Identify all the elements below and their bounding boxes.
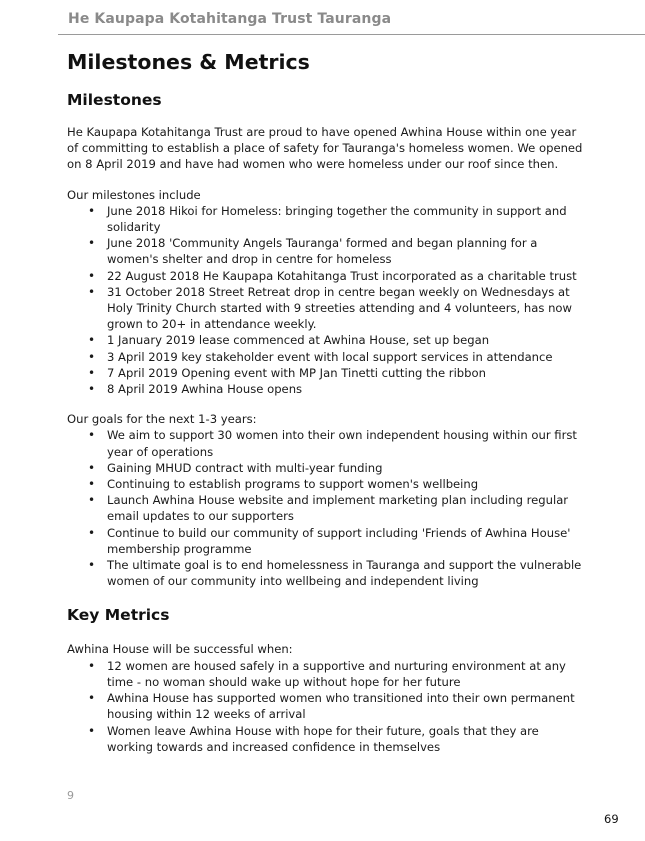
milestones-intro: He Kaupapa Kotahitanga Trust are proud to have opened Awhina House within one year of committing to establish a place of safety for Tauranga's homeless women. We opened on 8 April 2019 and have had women who were homeless under our roof since then. — [67, 125, 583, 172]
list-item: • 1 January 2019 lease commenced at Awhina House, set up began — [67, 332, 587, 348]
list-item: • 8 April 2019 Awhina House opens — [67, 381, 587, 397]
goals-intro: Our goals for the next 1-3 years: — [67, 412, 257, 427]
list-item: • 22 August 2018 He Kaupapa Kotahitanga Trust incorporated as a charitable trust — [67, 268, 587, 284]
list-item: • June 2018 Hikoi for Homeless: bringing together the community in support and solidarity — [67, 203, 587, 235]
key-metrics-intro: Awhina House will be successful when: — [67, 642, 293, 657]
list-item: • 12 women are housed safely in a supportive and nurturing environment at any time - no woman should wake up without hope for her future — [67, 658, 587, 690]
page-number-outer: 69 — [604, 812, 619, 826]
list-item: • 31 October 2018 Street Retreat drop in centre began weekly on Wednesdays at Holy Trinity Church started with 9 streeties attending and 4 volunteers, has now grown to 20+ in attendance weekly. — [67, 284, 587, 333]
key-metrics-list — [67, 658, 587, 755]
goals-list — [67, 427, 587, 589]
page-content — [67, 47, 587, 755]
list-item: • 7 April 2019 Opening event with MP Jan Tinetti cutting the ribbon — [67, 365, 587, 381]
list-item: • 3 April 2019 key stakeholder event with local support services in attendance — [67, 349, 587, 365]
list-item: • We aim to support 30 women into their own independent housing within our first year of operations — [67, 427, 587, 459]
list-item: • Gaining MHUD contract with multi-year funding — [67, 460, 587, 476]
key-metrics-heading: Key Metrics — [67, 606, 170, 625]
milestones-heading: Milestones — [67, 91, 162, 109]
list-item: • Continue to build our community of support including 'Friends of Awhina House' membership programme — [67, 525, 587, 557]
page-title: Milestones & Metrics — [67, 50, 310, 74]
milestones-list — [67, 203, 587, 397]
document-header-title: He Kaupapa Kotahitanga Trust Tauranga — [68, 11, 392, 27]
list-item: • June 2018 'Community Angels Tauranga' formed and began planning for a women's shelter and drop in centre for homeless — [67, 235, 587, 267]
list-item: • Continuing to establish programs to support women's wellbeing — [67, 476, 587, 492]
list-item: • The ultimate goal is to end homelessness in Tauranga and support the vulnerable women of our community into wellbeing and independent living — [67, 557, 587, 589]
page-number-inner: 9 — [67, 789, 74, 802]
list-item: • Awhina House has supported women who transitioned into their own permanent housing within 12 weeks of arrival — [67, 690, 587, 722]
milestones-list-intro: Our milestones include — [67, 187, 201, 202]
header-divider — [58, 34, 645, 35]
list-item: • Launch Awhina House website and implement marketing plan including regular email updates to our supporters — [67, 492, 587, 524]
list-item: • Women leave Awhina House with hope for their future, goals that they are working towards and increased confidence in themselves — [67, 723, 587, 755]
